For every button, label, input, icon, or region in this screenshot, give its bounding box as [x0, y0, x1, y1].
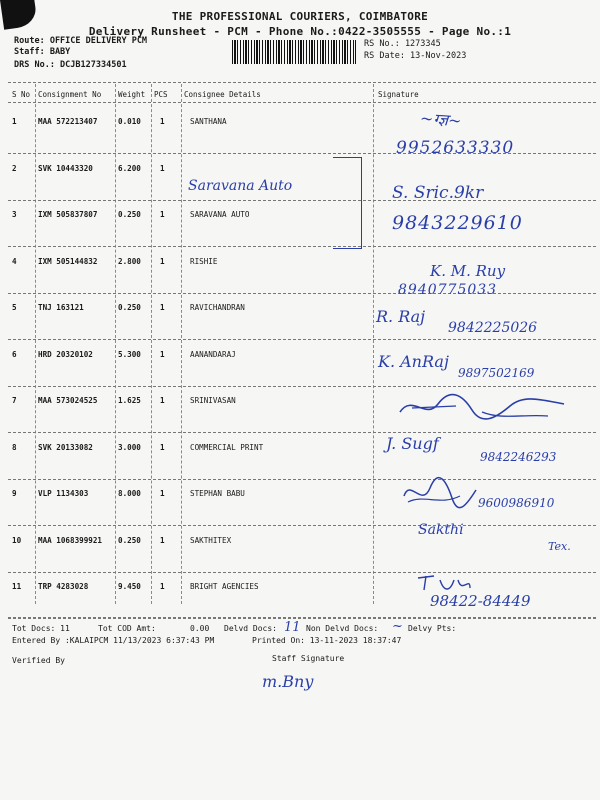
sig-9-phone: 9600986910 — [478, 496, 555, 510]
delivered-count-mark: 11 — [284, 620, 301, 635]
sig-4-name: K. M. Ruy — [430, 262, 506, 280]
row-separator — [8, 246, 596, 247]
sig-3-name: S. Sric.9kr — [392, 183, 484, 203]
column-divider — [181, 84, 182, 604]
col-consignee: Consignee Details — [184, 90, 261, 99]
bracket-mark — [333, 157, 362, 249]
row-weight: 9.450 — [118, 582, 141, 591]
row-weight: 3.000 — [118, 443, 141, 452]
row-consignee: RISHIE — [190, 257, 218, 266]
footer-rule — [8, 617, 596, 618]
staff-label: Staff: BABY — [14, 47, 71, 57]
row-weight: 5.300 — [118, 350, 141, 359]
sig-1-phone: 9952633330 — [396, 138, 515, 158]
row-separator — [8, 339, 596, 340]
printed-on: Printed On: 13-11-2023 18:37:47 — [252, 636, 402, 645]
row-sno: 7 — [12, 396, 17, 405]
row-pcs: 1 — [160, 582, 165, 591]
rs-number: RS No.: 1273345 — [364, 39, 441, 49]
row-separator — [8, 200, 596, 201]
row-consignment-no: MAA 573024525 — [38, 396, 98, 405]
row-consignee: RAVICHANDRAN — [190, 303, 245, 312]
total-docs: Tot Docs: 11 — [12, 624, 70, 633]
delivery-points: Delvy Pts: — [408, 624, 457, 633]
column-rule — [8, 102, 596, 103]
signature-1: ~ग्ज्ञ~ — [419, 108, 463, 131]
column-divider — [115, 84, 116, 604]
row-pcs: 1 — [160, 303, 165, 312]
sig-8-name: J. Sugf — [386, 434, 439, 453]
row-weight: 0.010 — [118, 117, 141, 126]
row-consignee: BRIGHT AGENCIES — [190, 582, 259, 591]
row-sno: 11 — [12, 582, 22, 591]
row-separator — [8, 432, 596, 433]
row-consignee: SRINIVASAN — [190, 396, 236, 405]
header-rule — [8, 82, 596, 83]
row-pcs: 1 — [160, 350, 165, 359]
row-sno: 10 — [12, 536, 22, 545]
row-consignee: STEPHAN BABU — [190, 489, 245, 498]
signature-7 — [392, 390, 572, 426]
row-separator — [8, 618, 596, 619]
sig-11-phone: 98422-84449 — [430, 592, 531, 610]
row-sno: 1 — [12, 117, 17, 126]
total-cod-label: Tot COD Amt: — [98, 624, 156, 633]
row-consignment-no: IXM 505144832 — [38, 257, 98, 266]
row-pcs: 1 — [160, 396, 165, 405]
row-consignment-no: VLP 1134303 — [38, 489, 89, 498]
delivered-docs: Delvd Docs: — [224, 624, 277, 633]
row-consignment-no: SVK 20133082 — [38, 443, 93, 452]
row-pcs: 1 — [160, 210, 165, 219]
row-pcs: 1 — [160, 536, 165, 545]
row-weight: 6.200 — [118, 164, 141, 173]
row-consignment-no: IXM 505837807 — [38, 210, 98, 219]
col-pcs: PCS — [154, 90, 168, 99]
row-sno: 6 — [12, 350, 17, 359]
row-pcs: 1 — [160, 489, 165, 498]
sig-10-name: Sakthi — [418, 522, 464, 538]
row-consignee: COMMERCIAL PRINT — [190, 443, 264, 452]
row-sno: 8 — [12, 443, 17, 452]
col-sno: S No — [12, 90, 31, 99]
row-weight: 0.250 — [118, 303, 141, 312]
col-weight: Weight — [118, 90, 146, 99]
sig-6-name: K. AnRaj — [378, 352, 449, 371]
route-label: Route: OFFICE DELIVERY PCM — [14, 36, 148, 46]
signature-11 — [414, 570, 474, 594]
row-sno: 9 — [12, 489, 17, 498]
col-consignment: Consignment No — [38, 90, 102, 99]
row-sno: 5 — [12, 303, 17, 312]
row-weight: 1.625 — [118, 396, 141, 405]
barcode — [232, 40, 356, 64]
entered-by: Entered By :KALAIPCM 11/13/2023 6:37:43 PM — [12, 636, 215, 645]
row-sno: 3 — [12, 210, 17, 219]
total-cod-value: 0.00 — [190, 624, 210, 633]
sig-4-phone: 8940775033 — [398, 282, 498, 298]
row-pcs: 1 — [160, 117, 165, 126]
row-consignment-no: HRD 20320102 — [38, 350, 93, 359]
row-consignee: SANTHANA — [190, 117, 227, 126]
column-divider — [35, 84, 36, 604]
row-consignment-no: TRP 4283028 — [38, 582, 89, 591]
row-consignee: SARAVANA AUTO — [190, 210, 250, 219]
non-delivered-docs: Non Delvd Docs: — [306, 624, 379, 633]
sig-5-phone: 9842225026 — [448, 320, 538, 336]
sig-3-phone: 9843229610 — [392, 212, 523, 234]
row-consignee: AANANDARAJ — [190, 350, 236, 359]
staff-signature: m.Bny — [262, 672, 314, 691]
row-pcs: 1 — [160, 164, 165, 173]
row-weight: 8.000 — [118, 489, 141, 498]
row-pcs: 1 — [160, 257, 165, 266]
row-weight: 0.250 — [118, 536, 141, 545]
row-weight: 0.250 — [118, 210, 141, 219]
row-weight: 2.800 — [118, 257, 141, 266]
row-2-note: Saravana Auto — [188, 178, 293, 194]
drs-number: DRS No.: DCJB127334501 — [14, 60, 127, 70]
row-separator — [8, 572, 596, 573]
rs-date: RS Date: 13-Nov-2023 — [364, 51, 467, 61]
column-divider — [151, 84, 152, 604]
signature-9 — [400, 476, 480, 510]
sig-5-name: R. Raj — [376, 307, 426, 326]
column-divider — [373, 84, 374, 604]
sig-8-phone: 9842246293 — [480, 450, 557, 464]
row-consignment-no: TNJ 163121 — [38, 303, 84, 312]
row-consignee: SAKTHITEX — [190, 536, 232, 545]
company-title: THE PROFESSIONAL COURIERS, COIMBATORE — [171, 10, 429, 23]
row-pcs: 1 — [160, 443, 165, 452]
row-separator — [8, 479, 596, 480]
sig-10-tex: Tex. — [548, 540, 571, 553]
sig-6-phone: 9897502169 — [458, 366, 535, 380]
row-consignment-no: SVK 10443320 — [38, 164, 93, 173]
row-sno: 4 — [12, 257, 17, 266]
row-consignment-no: MAA 572213407 — [38, 117, 98, 126]
staff-signature-label: Staff Signature — [272, 654, 345, 663]
col-signature: Signature — [378, 90, 419, 99]
row-separator — [8, 293, 596, 294]
row-consignment-no: MAA 1068399921 — [38, 536, 103, 545]
runsheet-title: Delivery Runsheet - PCM - Phone No.:0422-3505555 - Page No.:1 — [88, 25, 512, 38]
verified-by: Verified By — [12, 656, 65, 665]
row-separator — [8, 386, 596, 387]
non-delivered-mark: ~ — [392, 619, 403, 634]
row-separator — [8, 525, 596, 526]
row-sno: 2 — [12, 164, 17, 173]
